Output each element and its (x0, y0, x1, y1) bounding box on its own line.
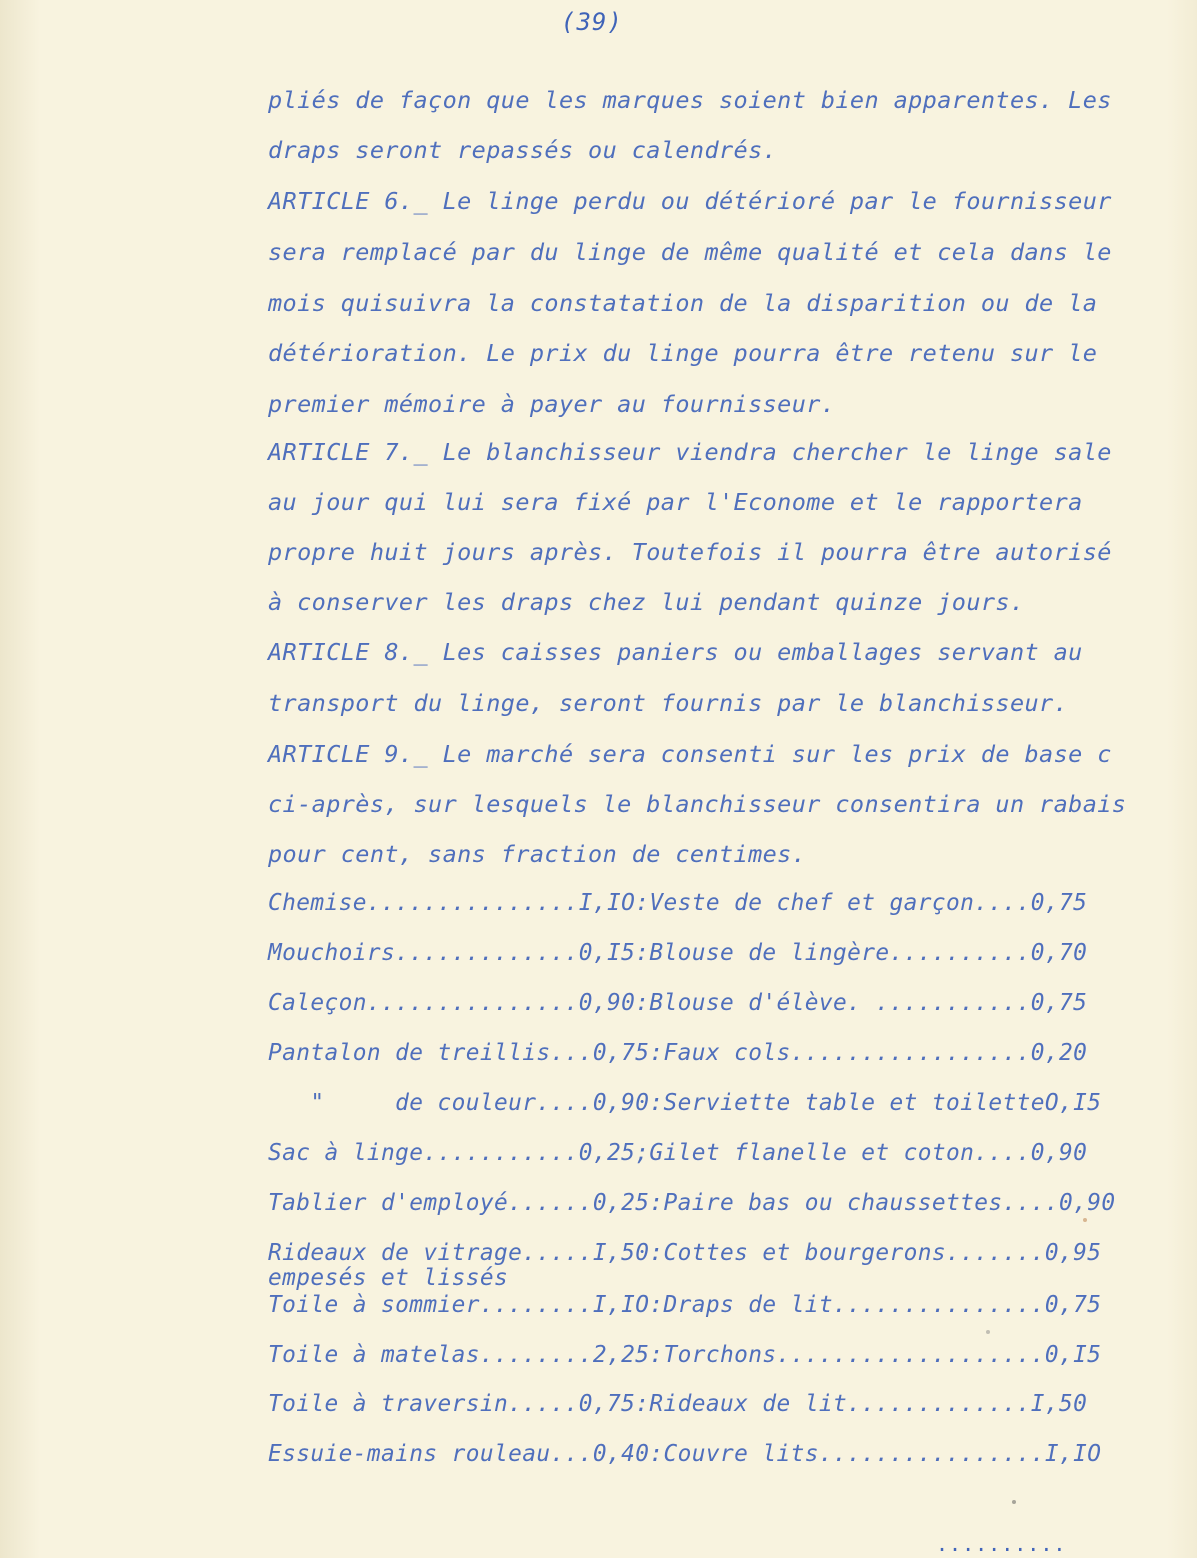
text-line: sera remplacé par du linge de même qualité et cela dans le (268, 238, 1112, 266)
price-list-row: Toile à sommier........I,IO:Draps de lit...............0,75 (268, 1292, 1102, 1318)
article-7-heading-line: ARTICLE 7._ Le blanchisseur viendra chercher le linge sale (268, 438, 1112, 466)
ink-speck (1012, 1500, 1016, 1504)
text-line: au jour qui lui sera fixé par l'Econome et le rapportera (268, 488, 1083, 516)
trailing-dots: .......... (936, 1532, 1067, 1556)
text-line: draps seront repassés ou calendrés. (268, 136, 778, 164)
text-line: ci-après, sur lesquels le blanchisseur consentira un rabais (268, 790, 1127, 818)
price-list-row: Caleçon...............0,90:Blouse d'élève. ...........0,75 (268, 990, 1088, 1016)
article-6-heading-line: ARTICLE 6._ Le linge perdu ou détérioré par le fournisseur (268, 187, 1112, 215)
price-list-row: Mouchoirs.............0,I5:Blouse de lingère..........0,70 (268, 940, 1088, 966)
page-number: (39) (561, 8, 623, 36)
price-list-row: Toile à traversin.....0,75:Rideaux de lit.............I,50 (268, 1391, 1088, 1417)
text-line: mois quisuivra la constatation de la disparition ou de la (268, 289, 1098, 317)
text-line: propre huit jours après. Toutefois il pourra être autorisé (268, 538, 1112, 566)
price-list-row: Sac à linge...........0,25;Gilet flanelle et coton....0,90 (268, 1140, 1088, 1166)
price-list-row: Tablier d'employé......0,25:Paire bas ou chaussettes....0,90 (268, 1190, 1116, 1216)
price-list-row: Chemise...............I,IO:Veste de chef et garçon....0,75 (268, 890, 1088, 916)
price-list-row: Rideaux de vitrage.....I,50:Cottes et bourgerons.......0,95 (268, 1240, 1102, 1266)
article-9-heading-line: ARTICLE 9._ Le marché sera consenti sur les prix de base c (268, 740, 1112, 768)
price-list-row: Toile à matelas........2,25:Torchons...................0,I5 (268, 1342, 1102, 1368)
article-8-heading-line: ARTICLE 8._ Les caisses paniers ou emballages servant au (268, 638, 1083, 666)
price-list-row: Pantalon de treillis...0,75:Faux cols.................0,20 (268, 1040, 1088, 1066)
text-line: à conserver les draps chez lui pendant quinze jours. (268, 588, 1025, 616)
text-line: transport du linge, seront fournis par le blanchisseur. (268, 689, 1069, 717)
text-line: pour cent, sans fraction de centimes. (268, 840, 807, 868)
ink-speck (986, 1330, 990, 1334)
text-line: pliés de façon que les marques soient bien apparentes. Les (268, 86, 1112, 114)
text-line: premier mémoire à payer au fournisseur. (268, 390, 836, 418)
text-line: détérioration. Le prix du linge pourra être retenu sur le (268, 339, 1098, 367)
price-list-row: Essuie-mains rouleau...0,40:Couvre lits................I,IO (268, 1441, 1102, 1467)
price-list-row: " de couleur....0,90:Serviette table et toiletteO,I5 (268, 1090, 1102, 1116)
ink-speck (1083, 1218, 1087, 1222)
price-list-row-continuation: empesés et lissés (268, 1265, 509, 1291)
